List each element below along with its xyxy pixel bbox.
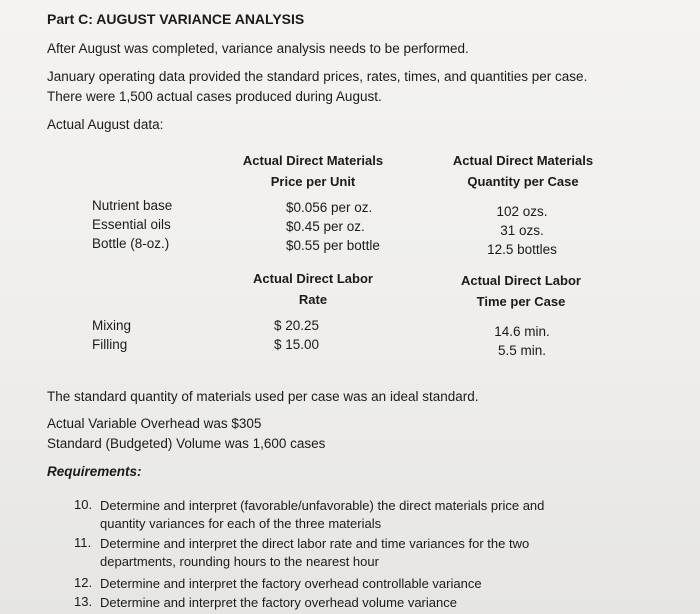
- intro-line-1: After August was completed, variance analysis needs to be performed.: [47, 41, 469, 56]
- labor-times: [462, 322, 582, 360]
- requirement-text: Determine and interpret the factory overhead controllable variance: [100, 576, 482, 591]
- labor-department: Filling: [92, 337, 128, 352]
- labor-department: Mixing: [92, 318, 132, 333]
- materials-items: [92, 196, 172, 253]
- requirements-heading: Requirements:: [47, 464, 142, 479]
- material-item: Essential oils: [92, 217, 171, 232]
- requirement-number: 13.: [74, 594, 93, 609]
- requirement-number: 11.: [74, 535, 92, 550]
- labor-time: 5.5 min.: [497, 343, 547, 358]
- materials-quantity-header: Actual Direct Materials Quantity per Case: [452, 153, 594, 189]
- requirement-text: Determine and interpret (favorable/unfavorable) the direct materials price and quantity variances for each of the three materials: [100, 498, 545, 531]
- requirement-number: 10.: [74, 497, 93, 512]
- material-price: $0.55 per bottle: [286, 238, 380, 253]
- requirement-text: Determine and interpret the factory overhead volume variance: [100, 595, 457, 610]
- materials-quantities: [462, 202, 582, 259]
- labor-time-header: Actual Direct Labor Time per Case: [461, 273, 581, 309]
- ideal-standard-note: The standard quantity of materials used per case was an ideal standard.: [47, 389, 479, 404]
- labor-rates: [274, 316, 319, 354]
- material-quantity: 31 ozs.: [500, 223, 544, 238]
- material-price: $0.45 per oz.: [286, 219, 365, 234]
- material-quantity: 12.5 bottles: [487, 242, 557, 257]
- material-item: Nutrient base: [92, 198, 173, 213]
- labor-rate: $ 20.25: [274, 318, 320, 333]
- volume-note: Standard (Budgeted) Volume was 1,600 cases: [47, 436, 326, 451]
- requirement-text: Determine and interpret the direct labor rate and time variances for the two departments, rounding hours to the nearest hour: [100, 536, 530, 569]
- requirement-number: 12.: [74, 575, 93, 590]
- intro-line-2: January operating data provided the standard prices, rates, times, and quantities per case.: [47, 69, 588, 84]
- material-item: Bottle (8-oz.): [92, 236, 170, 251]
- page-title: Part C: AUGUST VARIANCE ANALYSIS: [47, 11, 305, 27]
- labor-rate-header: Actual Direct Labor Rate: [253, 271, 373, 307]
- material-price: $0.056 per oz.: [286, 200, 373, 215]
- overhead-note: Actual Variable Overhead was $305: [47, 416, 262, 431]
- materials-prices: [286, 198, 380, 255]
- materials-price-header: Actual Direct Materials Price per Unit: [242, 153, 384, 189]
- intro-line-4: Actual August data:: [47, 117, 164, 132]
- intro-line-3: There were 1,500 actual cases produced during August.: [47, 89, 382, 104]
- material-quantity: 102 ozs.: [496, 204, 548, 219]
- labor-time: 14.6 min.: [494, 324, 550, 339]
- labor-rate: $ 15.00: [274, 337, 320, 352]
- labor-departments: [92, 316, 131, 354]
